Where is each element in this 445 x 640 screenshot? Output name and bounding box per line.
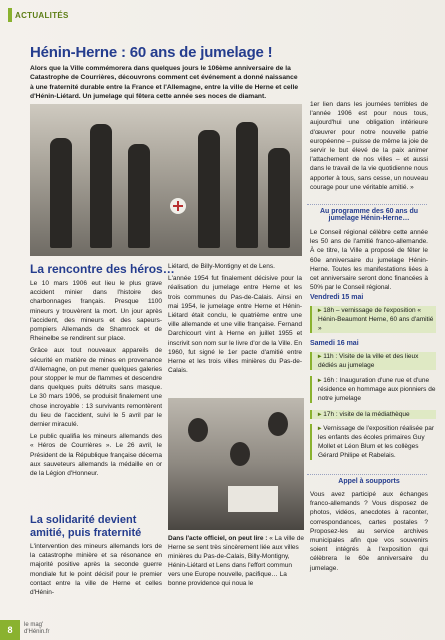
photo-figure xyxy=(90,124,112,248)
day-heading: Samedi 16 mai xyxy=(310,340,359,347)
caption-lead: Dans l'acte officiel, on peut lire : xyxy=(168,535,268,542)
photo-figure xyxy=(236,122,258,248)
event-item xyxy=(310,352,436,370)
paragraph: L'année 1954 fut finalement décisive pour la réalisation du jumelage entre Herne et les trois communes du Pas-de-Calais. Ainsi en mai 1954, le jumelage entre Herne et Hénin-Liétard était conclu, le quatrième entre une ville allemande et une ville française. Fernand Darchicourt vint à Herne en juillet 1955 et inscrivit son nom sur le livre d'or de la Ville. En 1960, fut signé le 1er pacte d'amitié entre Herne et les trois villes minières du Pas-de-Calais. xyxy=(168,275,302,375)
photo-document xyxy=(228,486,278,512)
paragraph: Le 10 mars 1906 eut lieu le plus grave accident minier dans l'histoire des charbonnages français. Presque 1100 mineurs y trouvèrent la mort. Un jour après l'accident, des mineurs et des sapeurs-pompiers Allemands de Shamrock et de Rheinelbe se rendirent sur place. xyxy=(30,280,162,343)
event-text: 11h : Visite de la ville et des lieux dédiés au jumelage xyxy=(318,353,419,369)
arrow-icon: ▸ xyxy=(318,353,322,360)
event-text: 17h : visite de la médiathèque xyxy=(323,411,410,418)
column-3 xyxy=(310,100,428,195)
event-item xyxy=(310,376,436,403)
paragraph: Le public qualifia les mineurs allemands des « Héros de Courrières ». Le 26 avril, le Président de la République française décerna aux sauveteurs allemands la médaille en or de la Légion d'Honneur. xyxy=(30,433,162,478)
event-item xyxy=(310,410,436,419)
sidebar-title: Au programme des 60 ans du jumelage Hénin-Herne… xyxy=(319,208,419,222)
sidebar-intro: Le Conseil régional célèbre cette année les 50 ans de l'amitié franco-allemande. À ce titre, la Ville a proposé de fêter le 60e anniversaire du jumelage Hénin-Herne. Toutes les manifestations liées à cet anniversaire seront donc financées à 50% par le Conseil régional. xyxy=(310,229,428,292)
page-number: 8 xyxy=(0,620,20,640)
column-1-continued xyxy=(30,542,162,600)
event-item xyxy=(310,424,436,460)
divider xyxy=(307,204,427,205)
event-text: 16h : Inauguration d'une rue et d'une résidence en hommage aux pionniers de notre jumelage xyxy=(318,377,436,402)
event-text: 18h – vernissage de l'exposition « Hénin-Beaumont Herne, 60 ans d'amitié » xyxy=(318,307,434,332)
divider xyxy=(307,474,427,475)
photo-figure xyxy=(50,138,72,248)
arrow-icon: ▸ xyxy=(318,411,322,418)
photo-figure xyxy=(198,130,220,248)
section-tag xyxy=(8,8,69,22)
section-heading: La solidarité devient amitié, puis fraternité xyxy=(30,514,142,539)
arrow-icon: ▸ xyxy=(318,425,322,432)
photo-figure xyxy=(230,442,250,466)
photo-figure xyxy=(188,418,208,442)
appeal-text: Vous avez participé aux échanges franco-allemands ? Vous disposez de photos, vidéos, anecdotes à raconter, correspondances, cartes postales ? Proposez-les au service archives municipales afin que vos souvenirs soient intégrés à l'exposition qui célèbrera le 60e anniversaire du jumelage. xyxy=(310,491,428,572)
magazine-logo xyxy=(24,622,50,636)
paragraph: 1er lien dans les journées terribles de l'année 1906 est pour nous tous, aujourd'hui une obligation intérieure d'œuvrer pour notre nouvelle patrie européenne – puisse de même la joie de servir le but élevé de la paix animer l'attachement de nos villes – et aussi dans le travail de la vie quotidienne nous apporter à tous, sans cesse, un nouveau courage pour une véritable amitié. » xyxy=(310,101,428,191)
signing-photo xyxy=(168,398,304,530)
red-cross-icon xyxy=(170,198,186,214)
photo-figure xyxy=(128,144,150,248)
event-item xyxy=(310,306,436,333)
photo-figure xyxy=(268,148,290,248)
magazine-name: le mag' xyxy=(24,622,44,628)
miners-photo xyxy=(30,104,302,256)
event-text: Vernissage de l'exposition réalisée par les enfants des écoles primaires Guy Mollet et Léon Blum et les collèges Gérard Philipe et Rabelais. xyxy=(318,425,434,459)
article-title: Hénin-Herne : 60 ans de jumelage ! xyxy=(30,44,273,61)
article-intro: Alors que la Ville commémorera dans quelques jours le 106ème anniversaire de la Catastrophe de Courrières, découvrons comment cet événement a donné naissance à une fraternité durable entre la France et l'Allemagne, entre la ville de Herne et celle d'Hénin-Liétard. Un jumelage qui fêtera cette année ses noces de diamant. xyxy=(30,65,299,101)
section-tag-bar xyxy=(8,8,12,22)
arrow-icon: ▸ xyxy=(318,377,322,384)
appeal-title: Appel à soupports xyxy=(338,478,400,485)
day-heading: Vendredi 15 mai xyxy=(310,294,364,301)
page-footer xyxy=(0,614,445,640)
paragraph: Liétard, de Billy-Montigny et de Lens. xyxy=(168,263,275,270)
photo-caption xyxy=(168,534,304,588)
paragraph: L'intervention des mineurs allemands lors de la catastrophe minière et sa résonance en majorité positive après la seconde guerre mondiale fut le point décisif pour le premier contact entre la ville de Herne et celles d'Hénin- xyxy=(30,543,162,597)
section-heading: La rencontre des héros… xyxy=(30,262,175,276)
photo-figure xyxy=(268,412,288,436)
magazine-site: d'Hénin.fr xyxy=(24,629,50,635)
caption-text: « La ville de Herne se sent très sincèrement liée aux villes minières du Pas-de-Calais, Billy-Montigny, Hénin-Liétard et Lens dans l'effort commun vers une Europe nouvelle, pacifique… La bonne providence qui noua le xyxy=(168,535,304,587)
paragraph: Grâce aux tout nouveaux appareils de sécurité en matière de mines en provenance d'Allemagne, on put mener quelques galeries pour stopper le mur de flammes et descendre dans quelques puits détruits sans masque. Le 30 mars 1906, se produisit finalement une chose incroyable : 13 survivants remontèrent du lieu de l'accident, suivi le 5 avril par le dernier miraculé. xyxy=(30,347,162,429)
arrow-icon: ▸ xyxy=(318,307,322,314)
column-1 xyxy=(30,279,162,481)
column-2 xyxy=(168,262,302,378)
section-label: ACTUALITÉS xyxy=(15,10,69,20)
